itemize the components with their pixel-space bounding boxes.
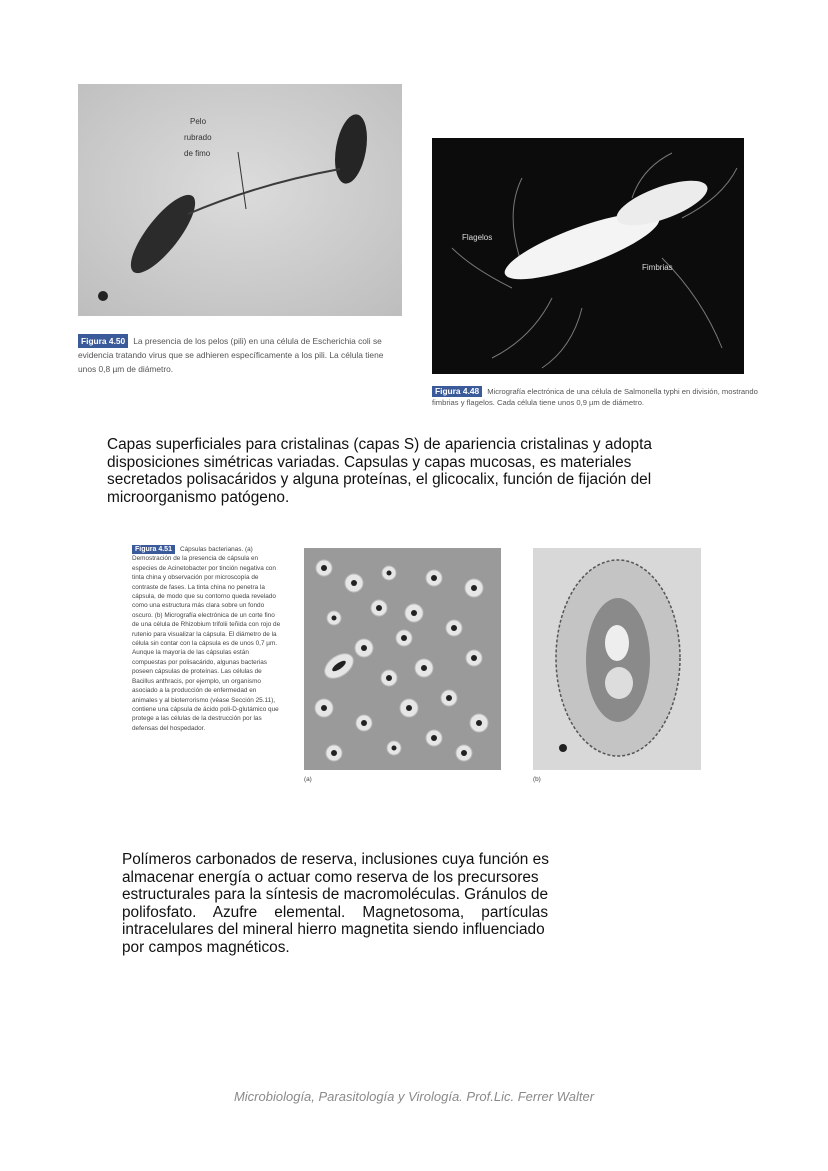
- figure-448-tag: Figura 4.48: [432, 386, 482, 397]
- paragraph-polimeros: [122, 851, 600, 956]
- paragraph-capas: [107, 436, 727, 506]
- figure-450-caption-text: La presencia de los pelos (pili) en una célula de Escherichia coli se evidencia tratando virus que se adhieren específicamente a los pili. La célula tiene unos 0,8 µm de diámetro.: [78, 336, 384, 374]
- label-fimo: de fimo: [184, 149, 211, 158]
- figure-451-caption: [132, 545, 282, 835]
- figure-451-panel-b: [533, 548, 701, 770]
- figure-450-tag: Figura 4.50: [78, 334, 128, 348]
- figure-448-image: [432, 138, 744, 374]
- paragraph-polimeros-line-2: almacenar energía o actuar como reserva de los precursores: [122, 868, 539, 886]
- paragraph-polimeros-line-6: por campos magnéticos.: [122, 938, 290, 956]
- figure-451-panel-a: [304, 548, 501, 770]
- label-flagelos: Flagelos: [462, 233, 493, 242]
- figure-451-tag: Figura 4.51: [132, 545, 175, 554]
- paragraph-capas-line-2: disposiciones simétricas variadas. Capsulas y capas mucosas, es materiales: [107, 453, 632, 471]
- figure-448-caption-text: Micrografía electrónica de una célula de Salmonella typhi en división, mostrando fimbrias y flagelos. Cada célula tiene unos 0,9 µm de diámetro.: [432, 387, 758, 407]
- paragraph-polimeros-line-4: polifosfato. Azufre elemental. Magnetosoma, partículas: [122, 903, 549, 921]
- figure-451-panel-a-label: (a): [304, 776, 312, 783]
- label-pelo: Pelo: [190, 117, 207, 126]
- paragraph-capas-line-1: Capas superficiales para cristalinas (capas S) de apariencia cristalinas y adopta: [107, 436, 652, 453]
- figure-448-caption: [432, 386, 762, 430]
- paragraph-polimeros-line-5: intracelulares del mineral hierro magnetita siendo influenciado: [122, 921, 545, 938]
- figure-451-caption-text: Cápsulas bacterianas. (a) Demostración de la presencia de cápsula en especies de Acinetobacter por tinción negativa con tinta china y observación por microscopía de contraste de fases. La tinta china no penetra la cápsula, de modo que su contorno queda revelado como una estructura más clara sobre un fondo oscuro. (b) Micrografía electrónica de un corte fino de una célula de Rhizobium trifolii teñida con rojo de rutenio para visualizar la cápsula. El diámetro de la célula sin contar con la cápsula es de unos 0,7 µm. Aunque la mayoría de las cápsulas están compuestas por polisacárido, algunas bacterias poseen cápsulas de proteínas. Las células de Bacillus anthracis, por ejemplo, un organismo asociado a la producción de enfermedad en animales y al bioterrorismo (véase Sección 25.11), contiene una cápsula de ácido poli-D-glutámico que protege a las células de la destrucción por las defensas del hospedador.: [132, 546, 281, 732]
- paragraph-polimeros-line-1: Polímeros carbonados de reserva, inclusiones cuya función es: [122, 851, 549, 868]
- label-rubrado: rubrado: [184, 133, 212, 142]
- figure-451-panel-b-label: (b): [533, 776, 541, 783]
- paragraph-polimeros-line-3: estructurales para la síntesis de macromoléculas. Gránulos de: [122, 886, 549, 903]
- page-footer: Microbiología, Parasitología y Virología. Prof.Lic. Ferrer Walter: [233, 1089, 595, 1104]
- paragraph-capas-line-3: secretados polisacáridos y alguna proteínas, el glicocalix, función de fijación del: [107, 471, 652, 488]
- figure-450-caption: [78, 334, 402, 392]
- figure-450-image: [78, 84, 402, 316]
- label-fimbrias: Fimbrias: [642, 263, 673, 272]
- paragraph-capas-line-4: microorganismo patógeno.: [107, 488, 290, 506]
